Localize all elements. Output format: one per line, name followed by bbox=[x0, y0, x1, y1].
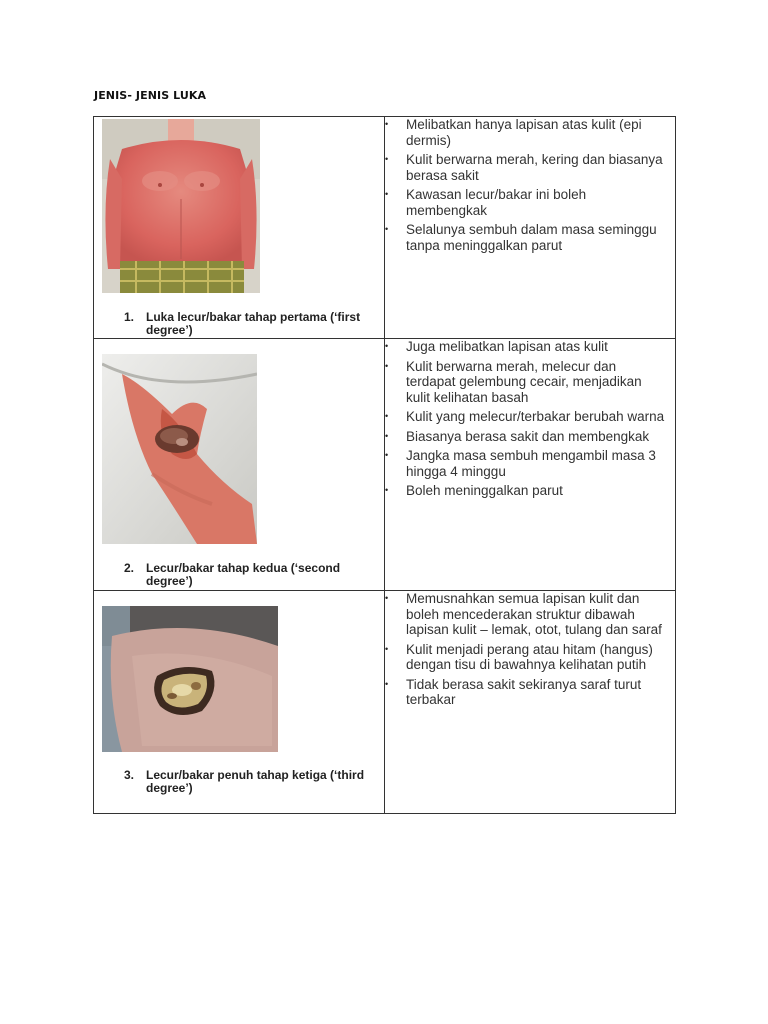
first-degree-burn-photo bbox=[102, 119, 260, 293]
caption-text: Lecur/bakar penuh tahap ketiga (‘third degree’) bbox=[146, 768, 365, 795]
image-cell bbox=[94, 117, 385, 339]
table-row bbox=[94, 339, 676, 591]
list-item: • Kulit berwarna merah, kering dan biasanya berasa sakit bbox=[385, 152, 663, 183]
bullet-icon: • bbox=[385, 154, 389, 164]
list-item: • Kulit berwarna merah, melecur dan terdapat gelembung cecair, menjadikan kulit kelihatan basah bbox=[385, 358, 642, 405]
bullet-icon: • bbox=[385, 341, 389, 351]
description-cell bbox=[385, 591, 676, 814]
symptom-list bbox=[385, 339, 675, 499]
bullet-icon: • bbox=[385, 593, 389, 603]
description-cell bbox=[385, 339, 676, 591]
list-item: • Melibatkan hanya lapisan atas kulit (epi dermis) bbox=[385, 117, 642, 148]
document-title: JENIS- JENIS LUKA bbox=[94, 89, 207, 102]
caption-text: Luka lecur/bakar tahap pertama (‘first degree’) bbox=[146, 310, 361, 337]
list-item: • Memusnahkan semua lapisan kulit dan boleh mencederakan struktur dibawah lapisan kulit – lemak, otot, tulang dan saraf bbox=[385, 591, 662, 637]
row-caption bbox=[124, 769, 380, 795]
caption-number: 1. bbox=[124, 310, 135, 324]
bullet-icon: • bbox=[385, 360, 389, 371]
table-row bbox=[94, 591, 676, 814]
second-degree-burn-photo bbox=[102, 354, 257, 544]
list-item: • Boleh meninggalkan parut bbox=[385, 483, 563, 498]
list-item: • Kulit menjadi perang atau hitam (hangus) dengan tisu di bawahnya kelihatan putih bbox=[385, 641, 653, 672]
bullet-icon: • bbox=[385, 485, 389, 495]
table-row bbox=[94, 117, 676, 339]
bullet-icon: • bbox=[385, 678, 389, 689]
symptom-list bbox=[385, 117, 675, 253]
bullet-icon: • bbox=[385, 643, 389, 654]
row-caption bbox=[124, 562, 380, 588]
caption-number: 2. bbox=[124, 561, 135, 575]
list-item: • Juga melibatkan lapisan atas kulit bbox=[385, 339, 608, 354]
bullet-icon: • bbox=[385, 224, 389, 234]
image-cell bbox=[94, 339, 385, 591]
description-cell bbox=[385, 117, 676, 339]
burn-types-table bbox=[93, 116, 676, 814]
bullet-icon: • bbox=[385, 189, 389, 199]
bullet-icon: • bbox=[385, 430, 389, 441]
row-caption bbox=[124, 311, 380, 337]
list-item: • Kulit yang melecur/terbakar berubah warna bbox=[385, 409, 665, 424]
image-cell bbox=[94, 591, 385, 814]
bullet-icon: • bbox=[385, 450, 389, 460]
caption-number: 3. bbox=[124, 768, 135, 782]
list-item: • Jangka masa sembuh mengambil masa 3 hingga 4 minggu bbox=[385, 448, 656, 479]
third-degree-burn-photo bbox=[102, 606, 278, 752]
symptom-list bbox=[385, 591, 675, 708]
list-item: • Kawasan lecur/bakar ini boleh membengkak bbox=[385, 187, 587, 218]
list-item: • Selalunya sembuh dalam masa seminggu tanpa meninggalkan parut bbox=[385, 222, 657, 253]
list-item: • Tidak berasa sakit sekiranya saraf turut terbakar bbox=[385, 676, 642, 707]
bullet-icon: • bbox=[385, 411, 389, 421]
caption-text: Lecur/bakar tahap kedua (‘second degree’) bbox=[146, 561, 341, 588]
bullet-icon: • bbox=[385, 119, 389, 129]
list-item: • Biasanya berasa sakit dan membengkak bbox=[385, 428, 650, 444]
